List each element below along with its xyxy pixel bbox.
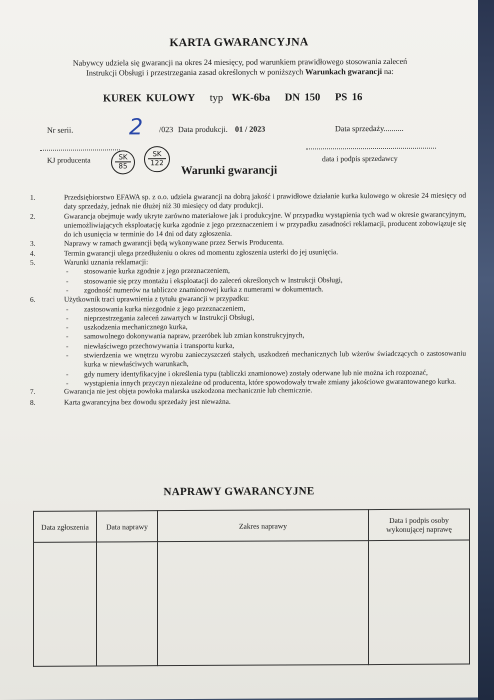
card-title: KARTA GWARANCYJNA [169, 36, 309, 50]
term-6g: - gdy numery identyfikacyjne i określenia typu (tabliczki znamionowe) zostały oderwane lub nie można ich rozpoznać, [66, 367, 428, 379]
kj-dots [40, 149, 120, 150]
stamp-sk122-top: SK [152, 150, 162, 159]
cell-technician-signature [369, 540, 470, 665]
intro-line-2-end: na: [381, 66, 394, 76]
cell-repair-date [97, 542, 158, 666]
product-line [103, 92, 372, 104]
intro-conditions-ref: Warunkach gwarancji [305, 67, 382, 77]
serial-suffix: /023 [159, 125, 174, 135]
term-5c: - zgodność numerów na tabliczce znamionowej kurka z numerami w dokumentach. [66, 284, 324, 295]
term-6h: - wystąpienia innych przyczyn niezależne od producenta, które spowodowały trwałe zmiany jakościowe gwarantowanego kurka. [66, 376, 457, 388]
repairs-title: NAPRAWY GWARANCYJNE [163, 485, 315, 499]
col-repair-scope: Zakres naprawy [158, 510, 369, 542]
term-4: 4. Termin gwarancji ulega przedłużeniu o okres od momentu zgłoszenia usterki do jej usunięcia. [30, 247, 339, 258]
col-report-date: Data zgłoszenia [34, 511, 97, 542]
intro-line-1: Nabywcy udziela się gwarancji na okres 24 miesięcy, pod warunkiem prawidłowego stosowania zaleceń [72, 56, 408, 68]
term-6c: - uszkodzenia mechanicznego kurka, [66, 322, 188, 332]
cell-report-date [34, 542, 97, 666]
term-8: 8. Karta gwarancyjna bez dowodu sprzedaży jest nieważna. [30, 396, 231, 407]
stamp-sk122-bottom: 122 [148, 158, 166, 167]
term-6d: - samowolnego dokonywania napraw, przeróbek lub zmian konstrukcyjnych, [66, 330, 305, 342]
term-7: 7. Gwarancja nie jest objęta powłoka malarska uszkodzona mechanicznie lub chemicznie. [30, 386, 313, 397]
product-type-label: typ [209, 92, 224, 104]
terms-list [30, 190, 466, 407]
term-6e: - niewłaściwego przechowywania i transportu kurka, [66, 340, 235, 351]
background-surface [478, 0, 494, 700]
production-date-value: 01 / 2023 [235, 124, 266, 134]
intro-text [40, 57, 440, 79]
quality-stamp-sk122 [144, 146, 170, 172]
term-6b: - nieprzestrzegania zaleceń zawartych w Instrukcji Obsługi, [66, 312, 255, 323]
stamp-sk85-bottom: 85 [115, 161, 131, 170]
seller-signature-label: data i podpis sprzedawcy [322, 153, 398, 164]
seller-dots [306, 148, 436, 150]
term-5: 5. Warunki uznania reklamacji: [30, 257, 149, 267]
intro-line-2-start: Instrukcji Obsługi i przestrzegania zasad określonych w poniższych [86, 67, 306, 78]
cell-repair-scope [158, 541, 369, 666]
term-5a: - stosowanie kurka zgodnie z jego przeznaczeniem, [66, 266, 230, 277]
repairs-header-row [34, 509, 470, 542]
term-2: 2. Gwarancja obejmuje wady ukryte zarówno materiałowe jak i produkcyjne. W przypadku wystąpienia tych wad w okresie gwarancyjnym, uniemożliwiających eksploatację kurka zgodnie z jego przeznaczeniem i w przypadku zasadności reklamacji, producent zobowiązuje się do ich usunięcia w terminie do 14 dni od daty zgłoszenia. [30, 209, 466, 239]
term-6f: - stwierdzenia we wnętrzu wyrobu zanieczyszczeń stałych, uszkodzeń mechanicznych lub wżerów świadczących o zastosowaniu kurka w niewłaściwych warunkach, [66, 348, 466, 369]
serial-handwritten: 2 [129, 115, 143, 141]
col-repair-date: Data naprawy [97, 511, 158, 542]
term-1: 1. Przedsiębiorstwo EFAWA sp. z o.o. udziela gwarancji na dobrą jakość i prawidłowe działanie kurka kulowego w okresie 24 miesięcy od daty sprzedaży, jednak nie dłużej niż 30 miesięcy od daty produkcji. [30, 190, 466, 211]
product-type-value: WK-6ba [231, 92, 271, 104]
term-5b: - stosowanie się przy montażu i eksploatacji do zaleceń określonych w Instrukcji Obsługi, [66, 274, 343, 286]
repairs-table [33, 509, 470, 667]
product-ps: PS 16 [334, 92, 363, 104]
quality-stamp-sk85 [111, 150, 135, 174]
term-6a: - zastosowania kurka niezgodnie z jego przeznaczeniem, [66, 303, 246, 314]
col-technician-signature: Data i podpis osoby wykonującej naprawę [369, 509, 470, 541]
product-dn: DN 150 [284, 92, 321, 104]
product-name: KUREK KULOWY [103, 92, 196, 105]
term-3: 3. Naprawy w ramach gwarancji będą wykonywane przez Serwis Producenta. [30, 237, 284, 249]
production-date-label: Data produkcji. [178, 124, 228, 135]
term-6: 6. Użytkownik traci uprawnienia z tytułu gwarancji w przypadku: [30, 293, 249, 305]
repairs-empty-row [34, 540, 470, 666]
conditions-title: Warunki gwarancji [181, 164, 278, 178]
stamp-sk85-top: SK [118, 153, 128, 162]
intro-line-2 [40, 67, 440, 79]
serial-label: Nr serii. [47, 125, 74, 135]
sale-date-label: Data sprzedaży.......... [335, 123, 404, 134]
producer-label: KJ producenta [47, 155, 91, 165]
serial-row [47, 115, 447, 141]
